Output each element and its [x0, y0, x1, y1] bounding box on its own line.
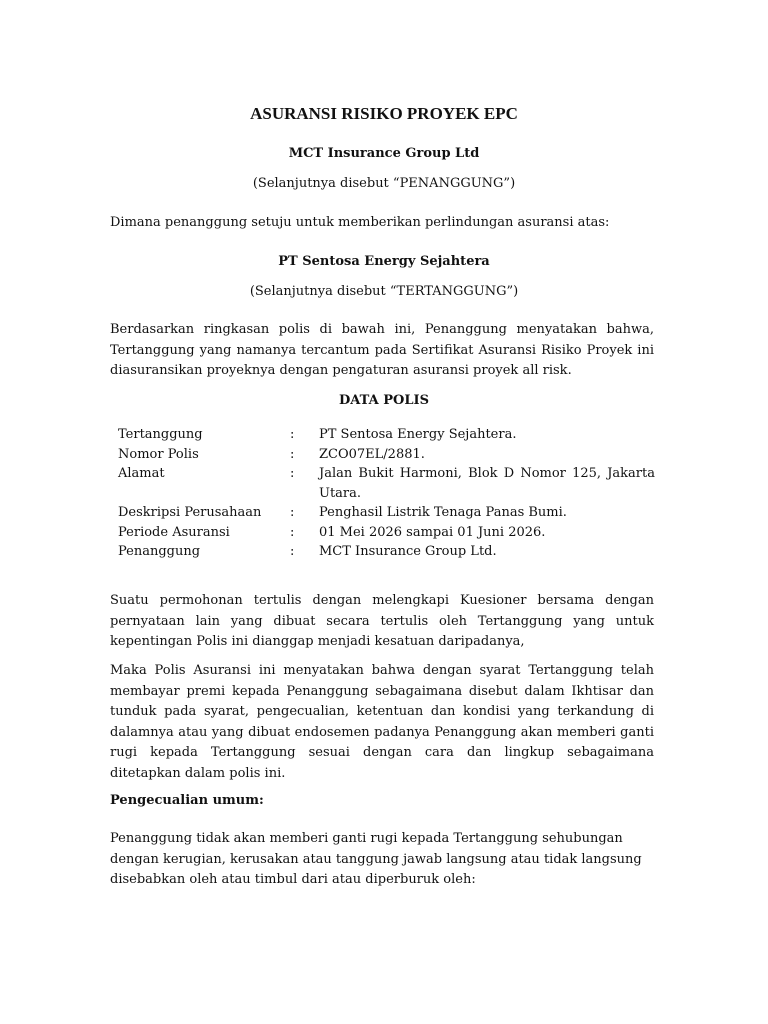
summary-paragraph: Berdasarkan ringkasan polis di bawah ini, Penanggung menyatakan bahwa, Tertanggung yang namanya tercantum pada Sertifikat Asuransi Risiko Proyek ini diasuransikan proyeknya dengan pengaturan asuransi proyek all risk. [110, 322, 654, 378]
policy-separator: : [290, 446, 295, 462]
policy-data-table [114, 425, 655, 562]
policy-label: Penanggung [118, 544, 201, 559]
policy-label: Tertanggung [118, 427, 203, 442]
policy-separator: : [290, 524, 295, 540]
policy-separator: : [290, 427, 295, 442]
statement-paragraph: Maka Polis Asuransi ini menyatakan bahwa dengan syarat Tertanggung telah membayar premi kepada Penanggung sebagaimana disebut dalam Ikhtisar dan tunduk pada syarat, pengecualian, ketentuan dan kondisi yang terkandung di dalamnya atau yang dibuat endosemen padanya Penanggung akan memberi ganti rugi kepada Tertanggung sesuai dengan cara dan lingkup sebagaimana ditetapkan dalam polis ini. [110, 663, 654, 781]
policy-value: Penghasil Listrik Tenaga Panas Bumi. [319, 505, 567, 520]
policy-value: ZCO07EL/2881. [319, 446, 425, 462]
insured-alias: (Selanjutnya disebut “TERTANGGUNG”) [249, 284, 519, 299]
policy-row [114, 542, 655, 562]
policy-separator: : [290, 466, 295, 481]
exclusion-heading: Pengecualian umum: [110, 793, 264, 808]
policy-separator: : [290, 544, 295, 559]
policy-row [114, 445, 655, 465]
policy-label: Alamat [118, 466, 165, 481]
intro-text: Dimana penanggung setuju untuk memberikan perlindungan asuransi atas: [110, 215, 610, 230]
application-paragraph: Suatu permohonan tertulis dengan melengkapi Kuesioner bersama dengan pernyataan lain yang dibuat secara tertulis oleh Tertanggung yang untuk kepentingan Polis ini dianggap menjadi kesatuan daripadanya, [110, 593, 654, 649]
exclusion-paragraph: Penanggung tidak akan memberi ganti rugi kepada Tertanggung sehubungan dengan kerugian, kerusakan atau tanggung jawab langsung atau tidak langsung disebabkan oleh atau timbul dari atau diperburuk oleh: [110, 831, 642, 887]
data-polis-heading: DATA POLIS [339, 393, 429, 408]
policy-row [114, 523, 655, 543]
insurer-name: MCT Insurance Group Ltd [288, 146, 480, 161]
policy-value: Jalan Bukit Harmoni, Blok D Nomor 125, Jakarta Utara. [319, 466, 655, 501]
policy-label: Nomor Polis [118, 446, 199, 462]
policy-label: Periode Asuransi [118, 524, 230, 540]
policy-label: Deskripsi Perusahaan [118, 505, 262, 520]
policy-value: MCT Insurance Group Ltd. [319, 544, 497, 559]
policy-row [114, 464, 655, 503]
document-title: ASURANSI RISIKO PROYEK EPC [250, 104, 518, 123]
insurer-alias: (Selanjutnya disebut “PENANGGUNG”) [252, 176, 516, 191]
policy-row [114, 503, 655, 523]
policy-value: 01 Mei 2026 sampai 01 Juni 2026. [319, 524, 546, 540]
policy-row [114, 425, 655, 445]
policy-separator: : [290, 505, 295, 520]
insured-name: PT Sentosa Energy Sejahtera [278, 254, 490, 269]
policy-value: PT Sentosa Energy Sejahtera. [319, 427, 517, 442]
